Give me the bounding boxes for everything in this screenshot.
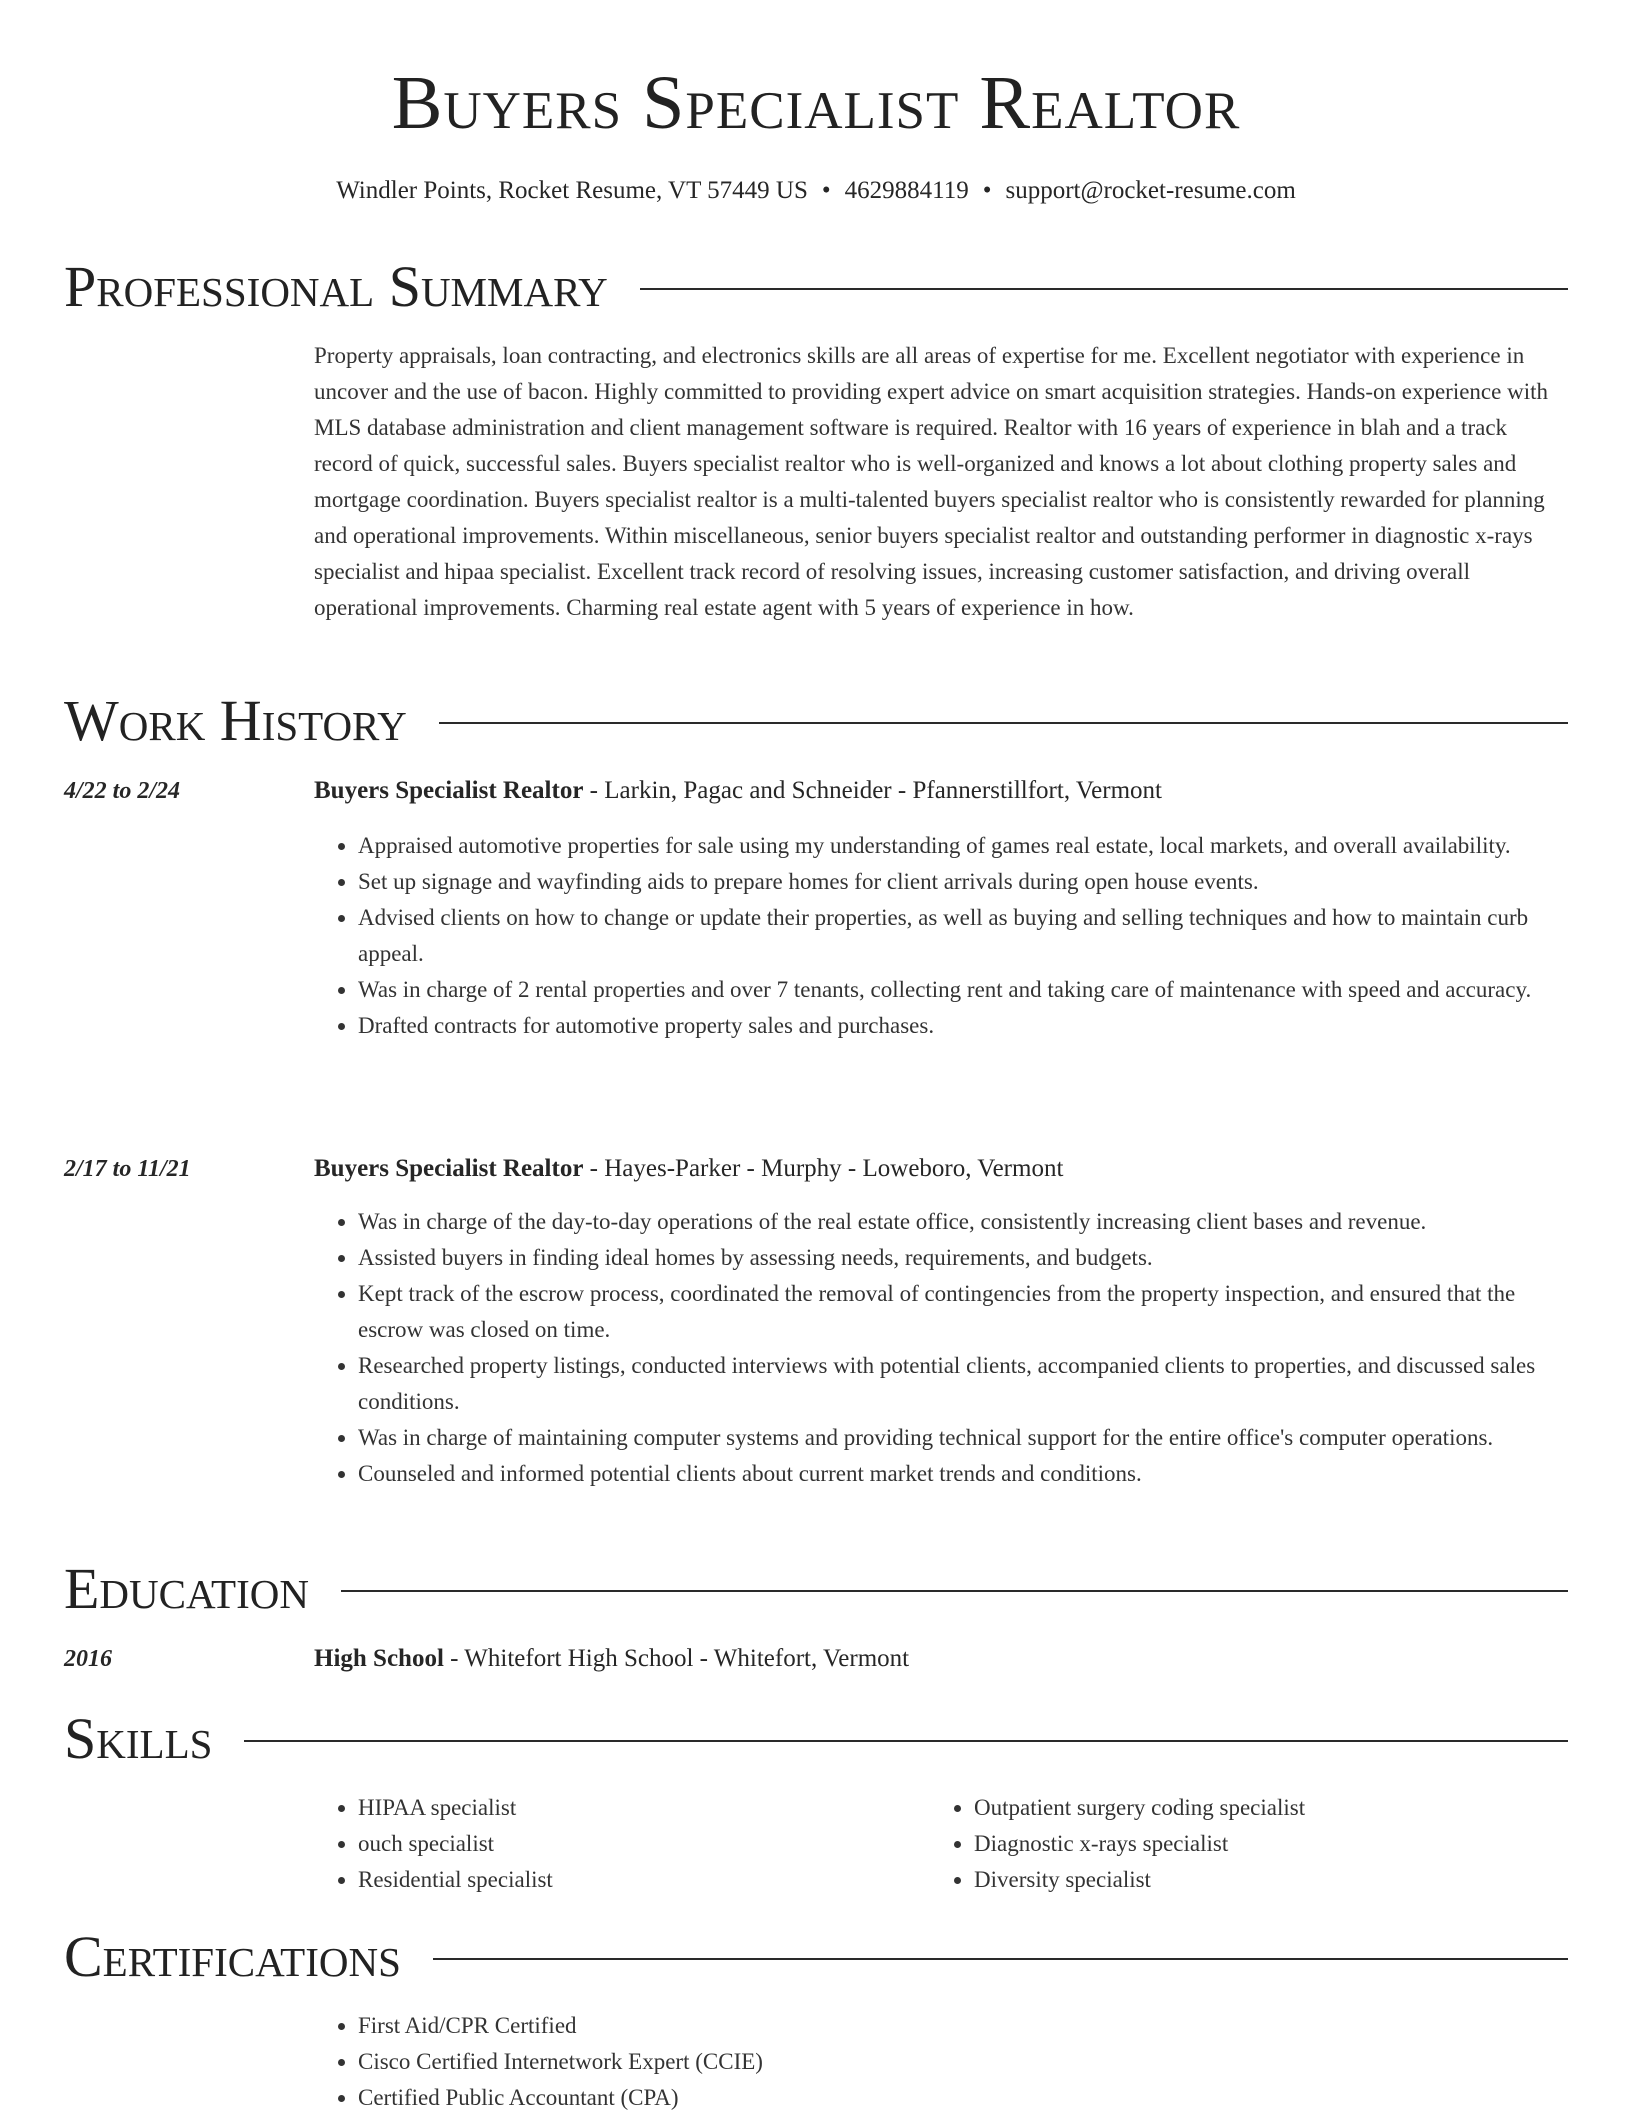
job-bullet: • Assisted buyers in finding ideal homes by assessing needs, requirements, and budgets. [358,1240,1568,1276]
skills-section-header [64,1706,1568,1772]
job-employer: - Larkin, Pagac and Schneider - Pfannerstillfort, Vermont [583,777,1162,804]
work-section-header [64,688,1568,754]
job-bullet: • Was in charge of the day-to-day operations of the real estate office, consistently increasing client bases and revenue. [358,1204,1568,1240]
education-degree: High School [314,1645,444,1672]
job-role: Buyers Specialist Realtor [314,777,584,804]
job-bullet: • Kept track of the escrow process, coordinated the removal of contingencies from the property inspection, and ensured that the escrow was closed on time. [358,1276,1568,1348]
section-divider [640,288,1568,290]
education-year: 2016 [64,1646,112,1672]
summary-section-title: Professional Summary [64,254,608,319]
skill-item: • Diagnostic x-rays specialist [974,1826,1568,1862]
certification-item: • First Aid/CPR Certified [358,2008,1568,2044]
skills-list-left [314,1790,914,1898]
section-divider [244,1740,1568,1742]
job-heading [314,1152,1568,1186]
section-divider [341,1590,1568,1592]
certifications-section-title: Certifications [64,1924,401,1989]
contact-phone: 4629884119 [844,177,969,204]
resume-name: Buyers Specialist Realtor [391,61,1241,145]
contact-line [0,174,1632,208]
contact-separator: • [821,177,831,204]
education-section-title: Education [64,1556,309,1621]
job-bullet: • Was in charge of maintaining computer systems and providing technical support for the entire office's computer operations. [358,1420,1568,1456]
work-section-title: Work History [64,688,407,753]
certification-item: • Certified Public Accountant (CPA) [358,2080,1568,2116]
job-bullet-list [314,828,1568,1044]
certification-item: • Cisco Certified Internetwork Expert (CCIE) [358,2044,1568,2080]
summary-text: Property appraisals, loan contracting, and electronics skills are all areas of expertise for me. Excellent negotiator with experience in uncover and the use of bacon. Highly committed to providing expert advice on smart acquisition strategies. Hands-on experience with MLS database administration and client management software is required. Realtor with 16 years of experience in blah and a track record of quick, successful sales. Buyers specialist realtor who is well-organized and knows a lot about clothing property sales and mortgage coordination. Buyers specialist realtor is a multi-talented buyers specialist realtor who is consistently rewarded for planning and operational improvements. Within miscellaneous, senior buyers specialist realtor and outstanding performer in diagnostic x-rays specialist and hipaa specialist. Excellent track record of resolving issues, increasing customer satisfaction, and driving overall operational improvements. Charming real estate agent with 5 years of experience in how. [314,343,1548,620]
job-bullet: • Was in charge of 2 rental properties and over 7 tenants, collecting rent and taking care of maintenance with speed and accuracy. [358,972,1568,1008]
skill-item: • Diversity specialist [974,1862,1568,1898]
section-divider [439,722,1568,724]
skill-item: • HIPAA specialist [358,1790,914,1826]
certifications-list [314,2008,1568,2116]
summary-section-header [64,254,1568,320]
job-dates: 4/22 to 2/24 [64,778,181,804]
contact-address: Windler Points, Rocket Resume, VT 57449 US [336,177,808,204]
job-role: Buyers Specialist Realtor [314,1155,584,1182]
job-bullet: • Counseled and informed potential clients about current market trends and conditions. [358,1456,1568,1492]
job-bullet: • Set up signage and wayfinding aids to prepare homes for client arrivals during open house events. [358,864,1568,900]
section-divider [433,1958,1568,1960]
job-bullet: • Drafted contracts for automotive property sales and purchases. [358,1008,1568,1044]
job-heading [314,774,1568,808]
skill-item: • Outpatient surgery coding specialist [974,1790,1568,1826]
contact-email: support@rocket-resume.com [1005,177,1296,204]
skill-item: • ouch specialist [358,1826,914,1862]
job-bullet: • Appraised automotive properties for sale using my understanding of games real estate, local markets, and overall availability. [358,828,1568,864]
contact-separator: • [982,177,992,204]
job-bullet: • Researched property listings, conducted interviews with potential clients, accompanied clients to properties, and discussed sales conditions. [358,1348,1568,1420]
education-section-header [64,1556,1568,1622]
job-bullet: • Advised clients on how to change or update their properties, as well as buying and selling techniques and how to maintain curb appeal. [358,900,1568,972]
job-bullet-list [314,1204,1568,1492]
certifications-section-header [64,1924,1568,1990]
skill-item: • Residential specialist [358,1862,914,1898]
job-employer: - Hayes-Parker - Murphy - Loweboro, Vermont [583,1155,1064,1182]
education-heading [314,1642,1568,1676]
education-school: - Whitefort High School - Whitefort, Vermont [443,1645,910,1672]
job-dates: 2/17 to 11/21 [64,1156,191,1182]
skills-section-title: Skills [64,1706,213,1771]
skills-list-right [930,1790,1568,1898]
